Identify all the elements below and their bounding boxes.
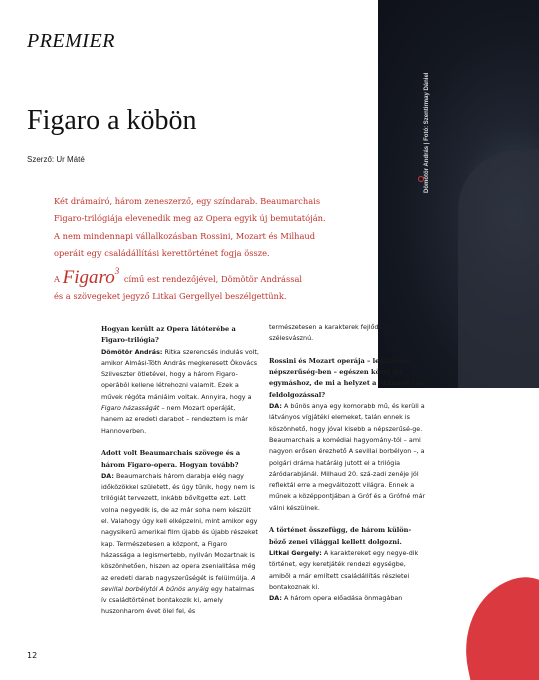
figaro-title: Figaro [62,266,115,288]
interview-answer: Litkai Gergely: A karaktereket egy negye-dik történet, egy keretjáték rendezi egységbe, amiből a már említett családállítás részletei bontakoznak ki. [269,548,419,591]
text-column-right [269,322,427,604]
figaro-superscript: 3 [114,265,120,276]
lead-line: A nem mindennapi vállalkozásban Rossini, Mozart és Milhaud [54,230,316,241]
lead-paragraph [54,193,364,305]
interview-question: Rossini és Mozart operája – legalábbis népszerűség-ben – egészen közel áll egymáshoz, de mi a helyzet a Milhaud-féle feldolgozással? [269,356,426,399]
credit-marker-icon [418,176,424,182]
speaker-name: Dömötör András: [101,347,163,356]
interview-question: A történet összefügg, de három külön-böző zenei világgal kellett dolgozni. [269,526,412,546]
interview-question: Adott volt Beaumarchais szövege és a három Figaro-opera. Hogyan tovább? [101,449,241,469]
portrait-silhouette [458,150,539,388]
lead-line: Két drámaíró, három zeneszerző, egy színdarab. Beaumarchais [54,196,321,206]
interview-answer: természetesen a karakterek fejlődése is szélesvásznú. [269,323,397,343]
page-number: 12 [27,651,38,660]
lead-prefix: A [54,273,60,284]
lead-line [54,263,364,288]
speaker-name: Litkai Gergely: [269,548,322,557]
interview-question: Hogyan került az Opera látóterébe a Figaro-trilógia? [101,325,236,345]
text-column-left [101,324,259,618]
lead-suffix: című est rendezőjével, Dömötör Andrással [121,273,303,284]
interview-answer: DA: A bűnös anya egy komorabb mű, és kerüli a látványos vígjátéki elemeket, talán ennek is köszönhető, hogy jóval kisebb a népszerűsé-ge. Beaumarchais a komédiai hagyomány-tól – ami nagyon erősen érezhető A sevillai borbélyon –, a polgári dráma határáig jutott el a trilógia záródarabjánál. Milhaud 20. szá-zadi zenéje jól reflektál erre a megváltozott világra. Ennek a műnek a középpontjában a Gróf és a Grófné már válni készülnek. [269,402,426,512]
lead-line: operáit egy családállítási kerettörténet fogja össze. [54,248,270,259]
speaker-name: DA: [269,402,282,411]
interview-answer: DA: Beaumarchais három darabja elég nagy időközökkel született, és úgy tűnik, hogy nem is trilógiát tervezett, inkább bővítgette ezt. Lett volna negyedik is, de az már soha nem készült el. Valahogy úgy kell elképzelni, mint amikor egy nagysikerű amerikai film újabb és újabb részeket kap. Természetesen a központ, a Figaro házassága a legismertebb, nyilván Mozartnak is köszönhetően, hiszen az opera zsenialitása még az eredeti darab nagyszerűségét is felülmúlja. A sevillai borbélytól A bűnös anyáig egy hatalmas ív családtörténet bontakozik ki, amely huszonharom évet ölel fel, és [101,471,258,616]
interview-answer: Dömötör András: Ritka szerencsés indulás volt, amikor Almási-Tóth András megkeresett Ókovács Szilveszter ötletével, hogy a három Figaro-operából kellene létrehozni valamit. Ezek a művek régóta mániáim voltak. Annyira, hogy a Figaro házasságát – nem Mozart operáját, hanem az eredeti darabot – rendeztem is már Hannoverben. [101,347,259,435]
section-label: PREMIER [27,30,115,52]
lead-line: Figaro-trilógiája elevenedik meg az Opera egyik új bemutatóján. [54,213,326,224]
article-title: Figaro a köbön [27,105,197,136]
photo-credit-text: Dömötör András | Fotó: Szentirmay Dániel [424,72,430,193]
speaker-name: DA: [101,471,114,480]
lead-line: és a szövegeket jegyző Litkai Gergellyel beszélgettünk. [54,291,287,302]
interview-answer: DA: A három opera előadása önmagában [269,594,403,603]
speaker-name: DA: [269,594,282,603]
article-author: Szerző: Ur Máté [27,155,85,164]
